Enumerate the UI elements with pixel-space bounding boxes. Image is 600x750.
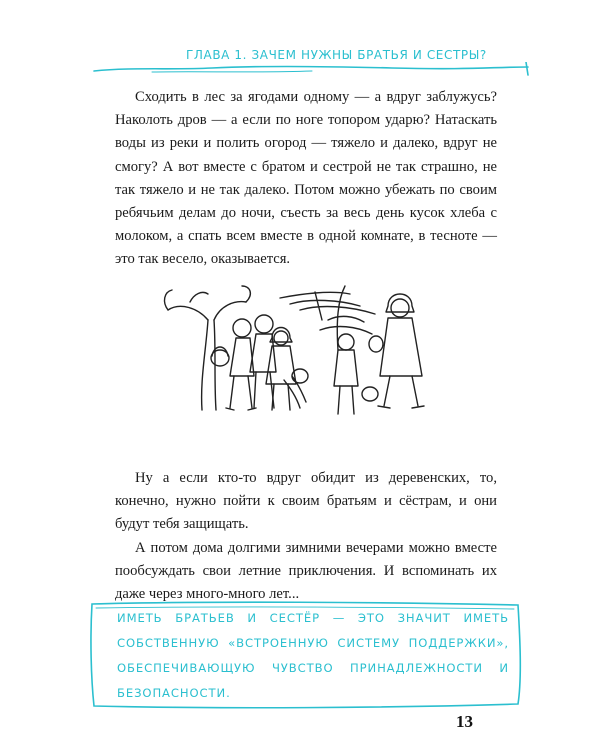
paragraph-text: Ну а если кто-то вдруг обидит из деревенских, то, конечно, нужно пойти к своим братьям и сёстрам, и они будут тебя защищать. [115, 470, 497, 533]
paragraph-intro [115, 86, 497, 272]
paragraph-memories [115, 537, 497, 607]
callout-text: ИМЕТЬ БРАТЬЕВ И СЕСТЁР — ЭТО ЗНАЧИТ ИМЕТЬ СОБСТВЕННУЮ «ВСТРОЕННУЮ СИСТЕМУ ПОДДЕРЖКИ», ОБЕСПЕЧИВАЮЩУЮ ЧУВСТВО ПРИНАДЛЕЖНОСТИ И БЕЗОПАСНОСТИ. [117, 611, 509, 700]
children-walking-illustration [150, 280, 450, 440]
paragraph-text: А потом дома долгими зимними вечерами можно вместе пообсуждать свои летние приключения. И вспоминать их даже через много-много лет... [115, 540, 497, 603]
paragraph-text: Сходить в лес за ягодами одному — а вдруг заблужусь? Наколоть дров — а если по ноге топором ударю? Натаскать воды из реки и полить огород — тяжело и далеко, вдруг не смогу? А вот вместе с братом и сестрой не так страшно, не так тяжело и не так далеко. Потом можно убежать по своим ребячьим делам до ночи, съесть за весь день кусок хлеба с молоком, а спать всем вместе в одной комнате, в тесноте — это так весело, оказывается. [115, 89, 497, 268]
paragraph-protection [115, 467, 497, 537]
header-underline [92, 62, 532, 76]
chapter-header: ГЛАВА 1. ЗАЧЕМ НУЖНЫ БРАТЬЯ И СЕСТРЫ? [186, 48, 487, 62]
page-number: 13 [456, 712, 473, 731]
